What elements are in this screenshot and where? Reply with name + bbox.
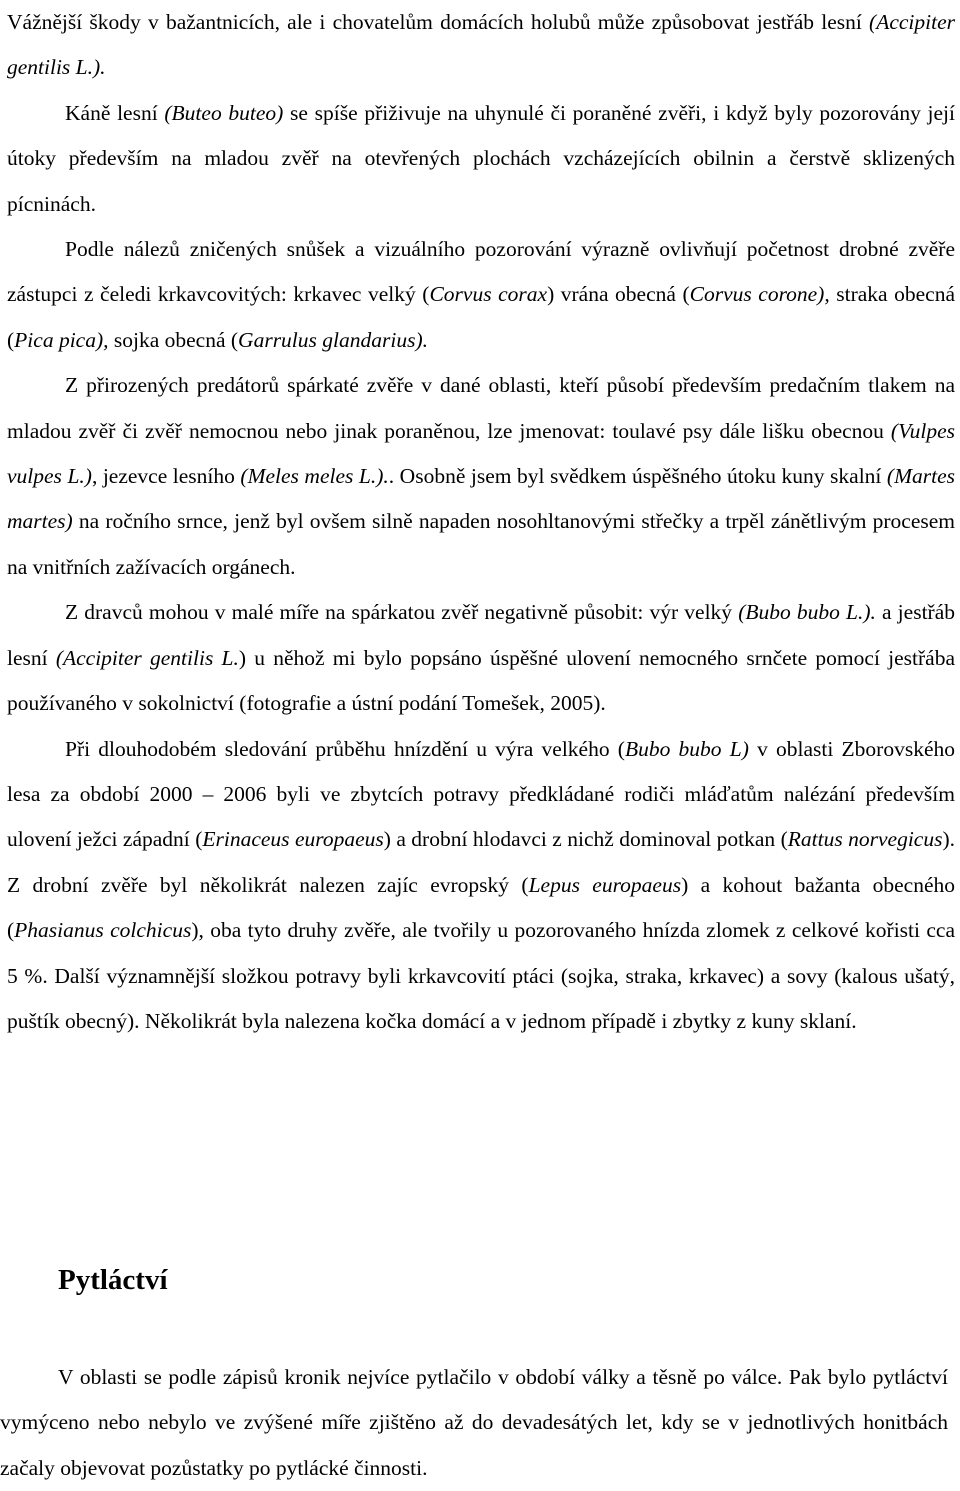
italic-species-name: (Meles meles L.). bbox=[240, 464, 389, 489]
section-heading: Pytláctví bbox=[58, 1264, 168, 1296]
italic-species-name: Erinaceus europaeus bbox=[202, 827, 384, 852]
italic-species-name: Pica pica), bbox=[14, 327, 109, 352]
italic-species-name: Corvus corax bbox=[429, 282, 548, 307]
italic-species-name: (Vulpes vulpes L.) bbox=[7, 418, 955, 489]
text-run: na ročního srnce, jenž byl ovšem silně napaden nosohltanovými střečky a trpěl zánětlivým procesem na vnitřních zažívacích orgánech. bbox=[7, 509, 955, 579]
text-run: ) u něhož mi bylo popsáno úspěšné ulovení nemocného srnčete pomocí jestřába používaného v sokolnictví (fotografie a ústní podání Tomešek, 2005). bbox=[7, 645, 955, 716]
text-run: ) a drobní hlodavci z nichž dominoval potkan ( bbox=[383, 827, 788, 852]
italic-species-name: Phasianus colchicus bbox=[14, 918, 192, 943]
italic-species-name: (Bubo bubo L.). bbox=[738, 600, 876, 625]
italic-species-name: Corvus corone), bbox=[689, 282, 830, 307]
text-run: Z dravců mohou v malé míře na spárkatou zvěř negativně působit: výr velký bbox=[65, 600, 739, 625]
italic-species-name: (Accipiter gentilis L. bbox=[55, 645, 239, 670]
text-run: straka obecná ( bbox=[7, 282, 956, 352]
italic-species-name: Lepus europaeus bbox=[528, 872, 682, 897]
text-run: Z přirozených predátorů spárkaté zvěře v dané oblasti, kteří působí především predačním tlakem na mladou zvěř či zvěř nemocnou nebo jinak poraněnou, lze jmenovat: toulavé psy dále lišku obecnou bbox=[7, 373, 955, 443]
text-run: se spíše přiživuje na uhynulé či poraněné zvěři, i když byly pozorovány její útoky především na mladou zvěř na otevřených plochách vzcházejících obilnin a čerstvě sklizených pícninách. bbox=[7, 100, 956, 216]
document-page bbox=[7, 0, 955, 1044]
italic-species-name: Rattus norvegicus bbox=[787, 827, 943, 852]
text-run: ), oba tyto druhy zvěře, ale tvořily u pozorovaného hnízda zlomek z celkové kořisti cca 5 %. Další významnější složkou potravy byli krkavcovití ptáci (sojka, straka, krkavec) a sovy (kalous ušatý, puštík obecný). Několikrát byla nalezena kočka domácí a v jednom případě i zbytky z kuny sklaní. bbox=[7, 918, 955, 1033]
text-run: Podle nálezů zničených snůšek a vizuálního pozorování výrazně ovlivňují početnost drobné zvěře zástupci z čeledi krkavcovitých: krkavec velký ( bbox=[7, 237, 955, 307]
italic-species-name: Garrulus glandarius). bbox=[238, 327, 428, 352]
italic-species-name: (Martes martes) bbox=[7, 464, 955, 534]
section-body bbox=[0, 1355, 948, 1491]
text-run: V oblasti se podle zápisů kronik nejvíce pytlačilo v období války a těsně po válce. Pak bylo pytláctví vymýceno nebo nebylo ve zvýšené míře zjištěno až do devadesátých let, kdy se v jednotlivých honitbách začaly objevovat pozůstatky po pytlácké činnosti. bbox=[0, 1365, 948, 1480]
text-run: Káně lesní bbox=[65, 100, 165, 125]
italic-species-name: Bubo bubo L) bbox=[624, 736, 749, 761]
paragraph bbox=[7, 363, 955, 590]
italic-species-name: (Accipiter gentilis L.). bbox=[7, 10, 955, 80]
paragraph bbox=[7, 227, 955, 363]
text-run: ) vrána obecná ( bbox=[547, 282, 690, 307]
text-run: Při dlouhodobém sledování průběhu hnízdění u výra velkého ( bbox=[65, 736, 625, 761]
text-run: Vážnější škody v bažantnicích, ale i chovatelům domácích holubů může způsobovat jestřáb lesní bbox=[7, 10, 870, 34]
italic-species-name: (Buteo buteo) bbox=[164, 100, 284, 125]
text-run: a jestřáb lesní bbox=[7, 600, 955, 670]
paragraph bbox=[7, 727, 955, 1045]
paragraph bbox=[7, 91, 955, 227]
paragraph bbox=[7, 0, 955, 91]
text-run: . Osobně jsem byl svědkem úspěšného útoku kuny skalní bbox=[388, 464, 887, 489]
text-run: , jezevce lesního bbox=[91, 464, 241, 489]
section-paragraph-container bbox=[0, 1355, 948, 1491]
text-run: ). Z drobní zvěře byl několikrát nalezen zajíc evropský ( bbox=[7, 827, 956, 897]
body-text bbox=[7, 0, 955, 1044]
paragraph bbox=[7, 590, 955, 726]
text-run: sojka obecná ( bbox=[108, 327, 239, 352]
text-run: v oblasti Zborovského lesa za období 2000 – 2006 byli ve zbytcích potravy předkládané rodiči mláďatům nalézání především ulovení ježci západní ( bbox=[7, 736, 955, 852]
text-run: ) a kohout bažanta obecného ( bbox=[7, 872, 956, 943]
paragraph bbox=[0, 1355, 948, 1491]
